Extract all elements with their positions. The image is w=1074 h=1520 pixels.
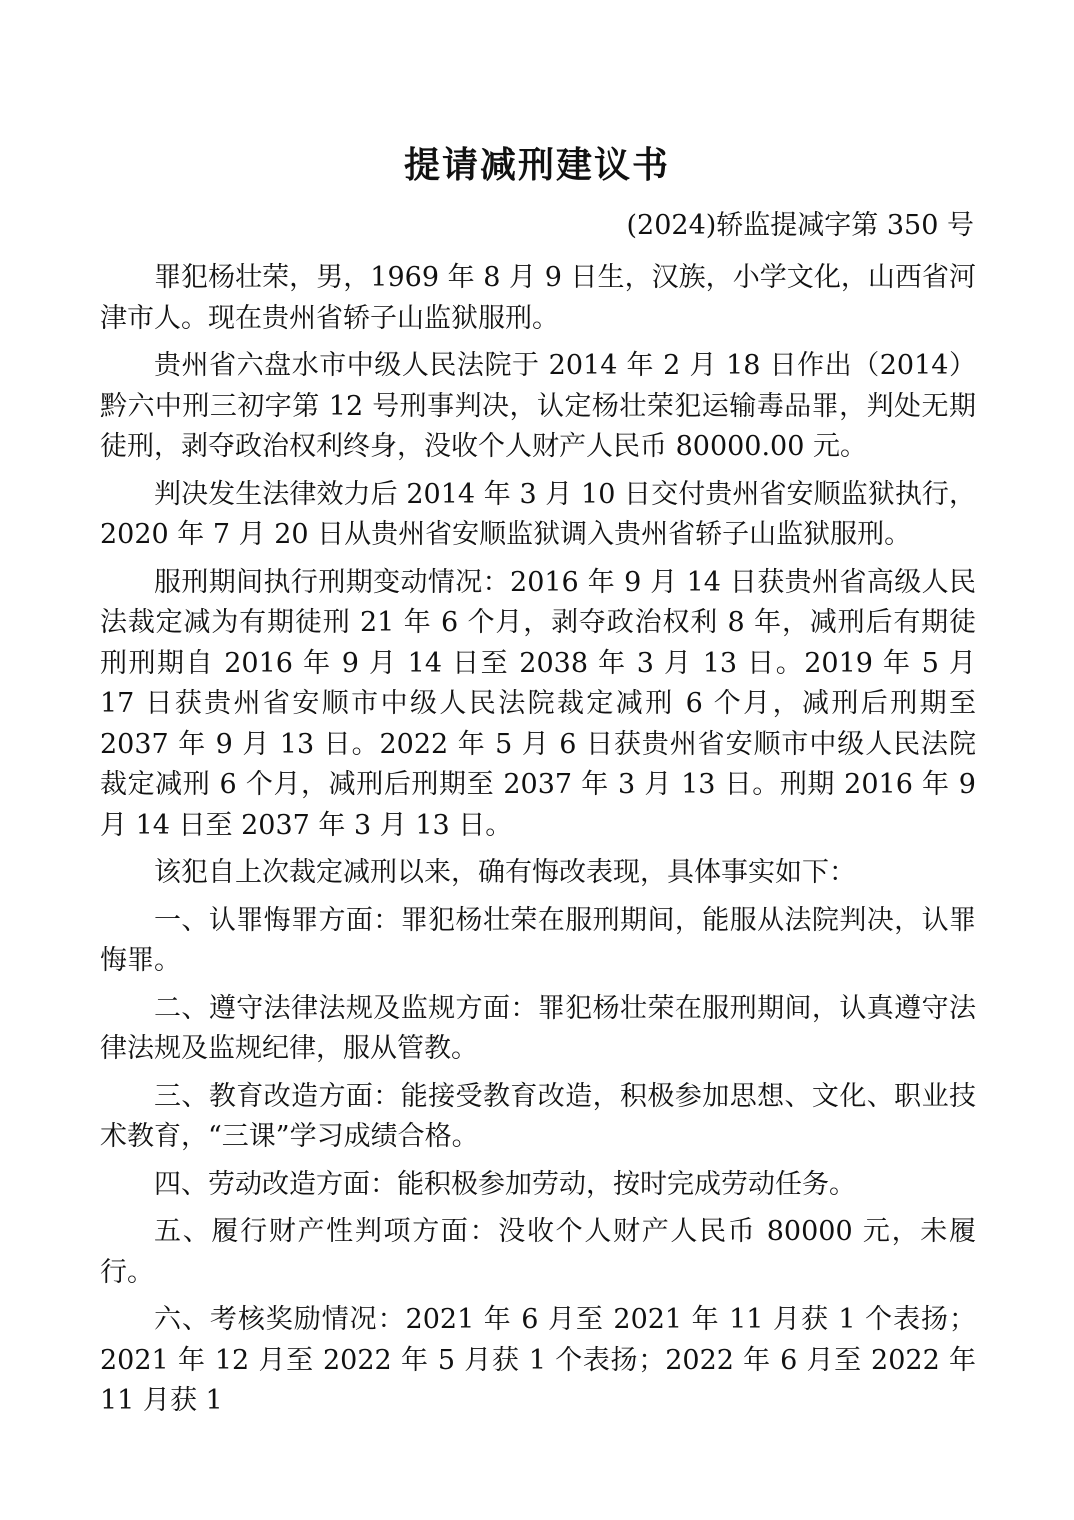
document-body — [100, 258, 976, 1429]
paragraph-sentence-changes: 服刑期间执行刑期变动情况：2016 年 9 月 14 日获贵州省高级人民法裁定减为有期徒刑 21 年 6 个月，剥夺政治权利 8 年，减刑后有期徒刑刑期自 2016 年 9 月 14 日至 2038 年 3 月 13 日。2019 年 5 月 17 日获贵州省安顺市中级人民法院裁定减刑 6 个月，减刑后刑期至 2037 年 9 月 13 日。2022 年 5 月 6 日获贵州省安顺市中级人民法院裁定减刑 6 个月，减刑后刑期至 2037 年 3 月 13 日。刑期 2016 年 9 月 14 日至 2037 年 3 月 13 日。 — [100, 566, 976, 841]
paragraph-item-5: 五、履行财产性判项方面：没收个人财产人民币 80000 元，未履行。 — [100, 1216, 976, 1288]
paragraph-original-judgment: 贵州省六盘水市中级人民法院于 2014 年 2 月 18 日作出（2014）黔六中刑三初字第 12 号刑事判决，认定杨壮荣犯运输毒品罪，判处无期徒刑，剥夺政治权利终身，没收个人财产人民币 80000.00 元。 — [100, 350, 976, 462]
paragraph-item-2: 二、遵守法律法规及监规方面：罪犯杨壮荣在服刑期间，认真遵守法律法规及监规纪律，服从管教。 — [100, 992, 976, 1064]
paragraph-item-1: 一、认罪悔罪方面：罪犯杨壮荣在服刑期间，能服从法院判决，认罪悔罪。 — [100, 904, 976, 976]
paragraph-execution: 判决发生法律效力后 2014 年 3 月 10 日交付贵州省安顺监狱执行，2020 年 7 月 20 日从贵州省安顺监狱调入贵州省轿子山监狱服刑。 — [100, 478, 976, 550]
paragraph-item-3: 三、教育改造方面：能接受教育改造，积极参加思想、文化、职业技术教育，“三课”学习成绩合格。 — [100, 1080, 976, 1152]
paragraph-item-4: 四、劳动改造方面：能积极参加劳动，按时完成劳动任务。 — [154, 1168, 856, 1200]
paragraph-personal-info: 罪犯杨壮荣，男，1969 年 8 月 9 日生，汉族，小学文化，山西省河津市人。现在贵州省轿子山监狱服刑。 — [100, 262, 976, 334]
document-title: 提请减刑建议书 — [403, 145, 670, 186]
paragraph-item-6: 六、考核奖励情况：2021 年 6 月至 2021 年 11 月获 1 个表扬；2021 年 12 月至 2022 年 5 月获 1 个表扬；2022 年 6 月至 2022 年 11 月获 1 — [100, 1304, 976, 1416]
document-number: (2024)轿监提减字第 350 号 — [626, 210, 974, 241]
paragraph-repentance-intro: 该犯自上次裁定减刑以来，确有悔改表现，具体事实如下： — [154, 857, 856, 888]
